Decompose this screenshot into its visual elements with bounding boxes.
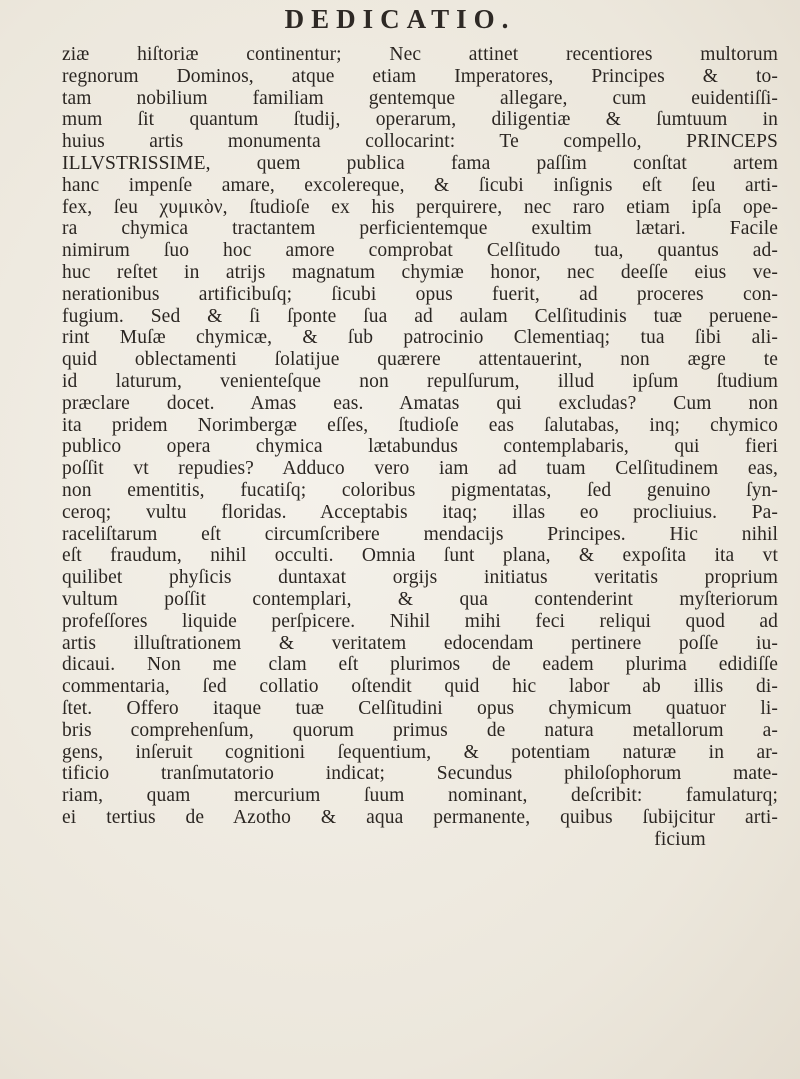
- text-line: ILLVSTRISSIME, quem publica fama paſſim conſtat artem: [62, 152, 778, 174]
- catchword: ficium: [654, 828, 706, 850]
- text-line: quilibet phyſicis duntaxat orgijs initiatus veritatis proprium: [62, 567, 778, 589]
- text-line: hanc impenſe amare, excolereque, & ſicubi inſignis eſt ſeu arti-: [62, 174, 778, 196]
- text-line: bris comprehenſum, quorum primus de natura metallorum a-: [62, 719, 778, 741]
- text-line: vultum poſſit contemplari, & qua contenderint myſteriorum: [62, 588, 778, 610]
- text-line: gens, inſeruit cognitioni ſequentium, & potentiam naturæ in ar-: [62, 741, 778, 763]
- text-line: riam, quam mercurium ſuum nominant, deſcribit: famulaturq;: [62, 785, 778, 807]
- text-line: artis illuſtrationem & veritatem edocendam pertinere poſſe iu-: [62, 632, 778, 654]
- text-line: præclare docet. Amas eas. Amatas qui excludas? Cum non: [62, 392, 778, 414]
- text-line: ſtet. Offero itaque tuæ Celſitudini opus chymicum quatuor li-: [62, 697, 778, 719]
- text-line: ra chymica tractantem perficientemque exultim lætari. Facile: [62, 218, 778, 240]
- text-line: publico opera chymica lætabundus contemplabaris, qui fieri: [62, 436, 778, 458]
- text-line: fex, ſeu χυμικὸν, ſtudioſe ex his perquirere, nec raro etiam ipſa ope-: [62, 196, 778, 218]
- text-line: profeſſores liquide perſpicere. Nihil mihi feci reliqui quod ad: [62, 610, 778, 632]
- text-line: commentaria, ſed collatio oſtendit quid hic labor ab illis di-: [62, 676, 778, 698]
- text-line: nerationibus artificibuſq; ſicubi opus fuerit, ad proceres con-: [62, 283, 778, 305]
- text-line: nimirum ſuo hoc amore comprobat Celſitudo tua, quantus ad-: [62, 240, 778, 262]
- text-line: poſſit vt repudies? Adduco vero iam ad tuam Celſitudinem eas,: [62, 458, 778, 480]
- text-line: non ementitis, fucatiſq; coloribus pigmentatas, ſed genuino ſyn-: [62, 479, 778, 501]
- text-line: rint Muſæ chymicæ, & ſub patrocinio Clementiaq; tua ſibi ali-: [62, 327, 778, 349]
- text-line: raceliſtarum eſt circumſcribere mendacijs Principes. Hic nihil: [62, 523, 778, 545]
- text-line: id laturum, venienteſque non repulſurum, illud ipſum ſtudium: [62, 370, 778, 392]
- text-line: quid oblectamenti ſolatijue quærere attentauerint, non ægre te: [62, 349, 778, 371]
- text-line: ceroq; vultu floridas. Acceptabis itaq; illas eo procliuius. Pa-: [62, 501, 778, 523]
- text-line: huius artis monumenta collocarint: Te compello, PRINCEPS: [62, 131, 778, 153]
- text-line: tam nobilium familiam gentemque allegare, cum euidentiſſi-: [62, 87, 778, 109]
- text-line: tificio tranſmutatorio indicat; Secundus philoſophorum mate-: [62, 763, 778, 785]
- dedication-text: [62, 44, 778, 850]
- text-line: ita pridem Norimbergæ eſſes, ſtudioſe eas ſalutabas, inq; chymico: [62, 414, 778, 436]
- text-line: dicaui. Non me clam eſt plurimos de eadem plurima edidiſſe: [62, 654, 778, 676]
- text-line: mum ſit quantum ſtudij, operarum, diligentiæ & ſumtuum in: [62, 109, 778, 131]
- text-line: ziæ hiſtoriæ continentur; Nec attinet recentiores multorum: [62, 44, 778, 65]
- text-line: fugium. Sed & ſi ſponte ſua ad aulam Celſitudinis tuæ peruene-: [62, 305, 778, 327]
- text-line: eſt fraudum, nihil occulti. Omnia ſunt plana, & expoſita ita vt: [62, 545, 778, 567]
- text-line: huc reſtet in atrijs magnatum chymiæ honor, nec deeſſe eius ve-: [62, 261, 778, 283]
- text-line: ei tertius de Azotho & aqua permanente, quibus ſubijcitur arti-: [62, 806, 778, 828]
- text-line: regnorum Dominos, atque etiam Imperatores, Principes & to-: [62, 65, 778, 87]
- running-head: DEDICATIO.: [284, 4, 516, 34]
